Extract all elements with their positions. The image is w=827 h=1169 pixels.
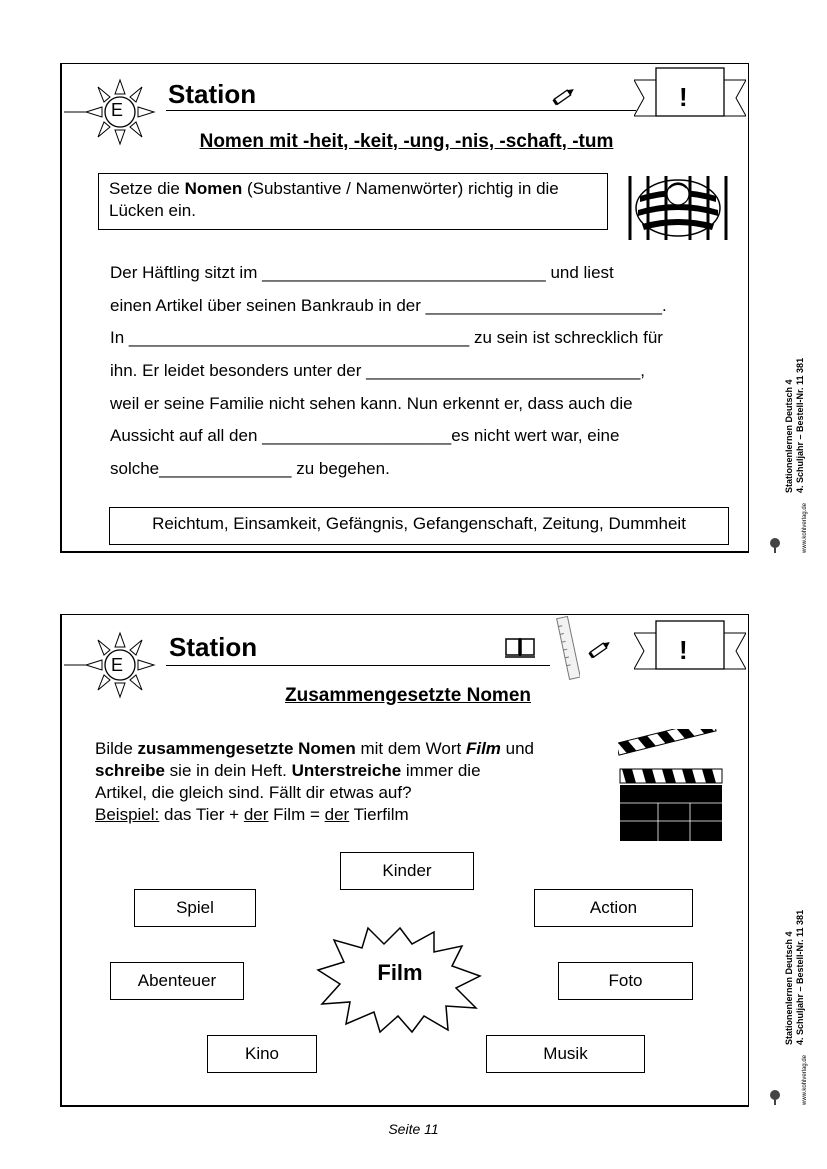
side-label: Stationenlernen Deutsch 4 4. Schuljahr – Bestell-Nr. 11 381 [784, 909, 805, 1045]
header-divider [166, 665, 550, 666]
pencil-icon [550, 82, 578, 110]
task-instruction: Setze die Nomen (Substantive / Namenwörter) richtig in die Lücken ein. [98, 173, 608, 230]
sun-letter: E [111, 655, 124, 675]
exclamation-mark: ! [679, 82, 688, 112]
station-card-2 [60, 614, 749, 1107]
card2-title: Zusammengesetzte Nomen [284, 685, 531, 706]
card1-title: Nomen mit -heit, -keit, -ung, -nis, -schaft, -tum [199, 131, 614, 152]
book-icon [504, 635, 536, 659]
exclamation-banner-icon [634, 66, 746, 124]
word-box-action: Action [534, 889, 693, 927]
publisher-logo-icon [767, 535, 787, 555]
header-divider [166, 110, 636, 111]
pencil-icon [586, 635, 614, 663]
exclamation-mark: ! [679, 635, 688, 665]
prisoner-illustration-icon [622, 172, 734, 244]
gap-text-line: In ____________________________________ zu sein ist schrecklich für [110, 328, 663, 347]
word-box-musik: Musik [486, 1035, 645, 1073]
center-word-film: Film [377, 960, 423, 985]
side-label: Stationenlernen Deutsch 4 4. Schuljahr – Bestell-Nr. 11 381 [784, 357, 805, 493]
clapperboard-icon [618, 729, 724, 843]
page-number: Seite 11 [388, 1121, 439, 1137]
gap-text-line: ihn. Er leidet besonders unter der _____________________________, [110, 361, 646, 380]
word-box-foto: Foto [558, 962, 693, 1000]
publisher-logo-icon [767, 1087, 787, 1107]
station-label: Station [169, 632, 258, 662]
publisher-url: www.kohlverlag.de [802, 1054, 808, 1105]
word-box-kinder: Kinder [340, 852, 474, 890]
sun-letter: E [111, 100, 124, 120]
gap-text-line: Der Häftling sitzt im ______________________________ und liest [110, 263, 614, 282]
ruler-icon [556, 615, 580, 681]
station-label: Station [168, 79, 257, 109]
task-instruction: Bilde zusammengesetzte Nomen mit dem Wort Film und schreibe sie in dein Heft. Unterstreiche immer die Artikel, die gleich sind. Fällt dir etwas auf? Beispiel: das Tier + der Film = der Tierfilm [95, 739, 535, 824]
word-bank: Reichtum, Einsamkeit, Gefängnis, Gefangenschaft, Zeitung, Dummheit [109, 507, 729, 545]
word-box-spiel: Spiel [134, 889, 256, 927]
publisher-url: www.kohlverlag.de [802, 502, 808, 553]
word-box-abenteuer: Abenteuer [110, 962, 244, 1000]
exclamation-banner-icon [634, 619, 746, 677]
station-card-1 [60, 63, 749, 553]
gap-text-line: Aussicht auf all den ____________________es nicht wert war, eine [110, 426, 620, 445]
word-box-kino: Kino [207, 1035, 317, 1073]
gap-text-line: solche______________ zu begehen. [110, 459, 390, 478]
gap-text-line: weil er seine Familie nicht sehen kann. Nun erkennt er, dass auch die [110, 394, 633, 413]
gap-text-line: einen Artikel über seinen Bankraub in der _________________________. [110, 296, 667, 315]
